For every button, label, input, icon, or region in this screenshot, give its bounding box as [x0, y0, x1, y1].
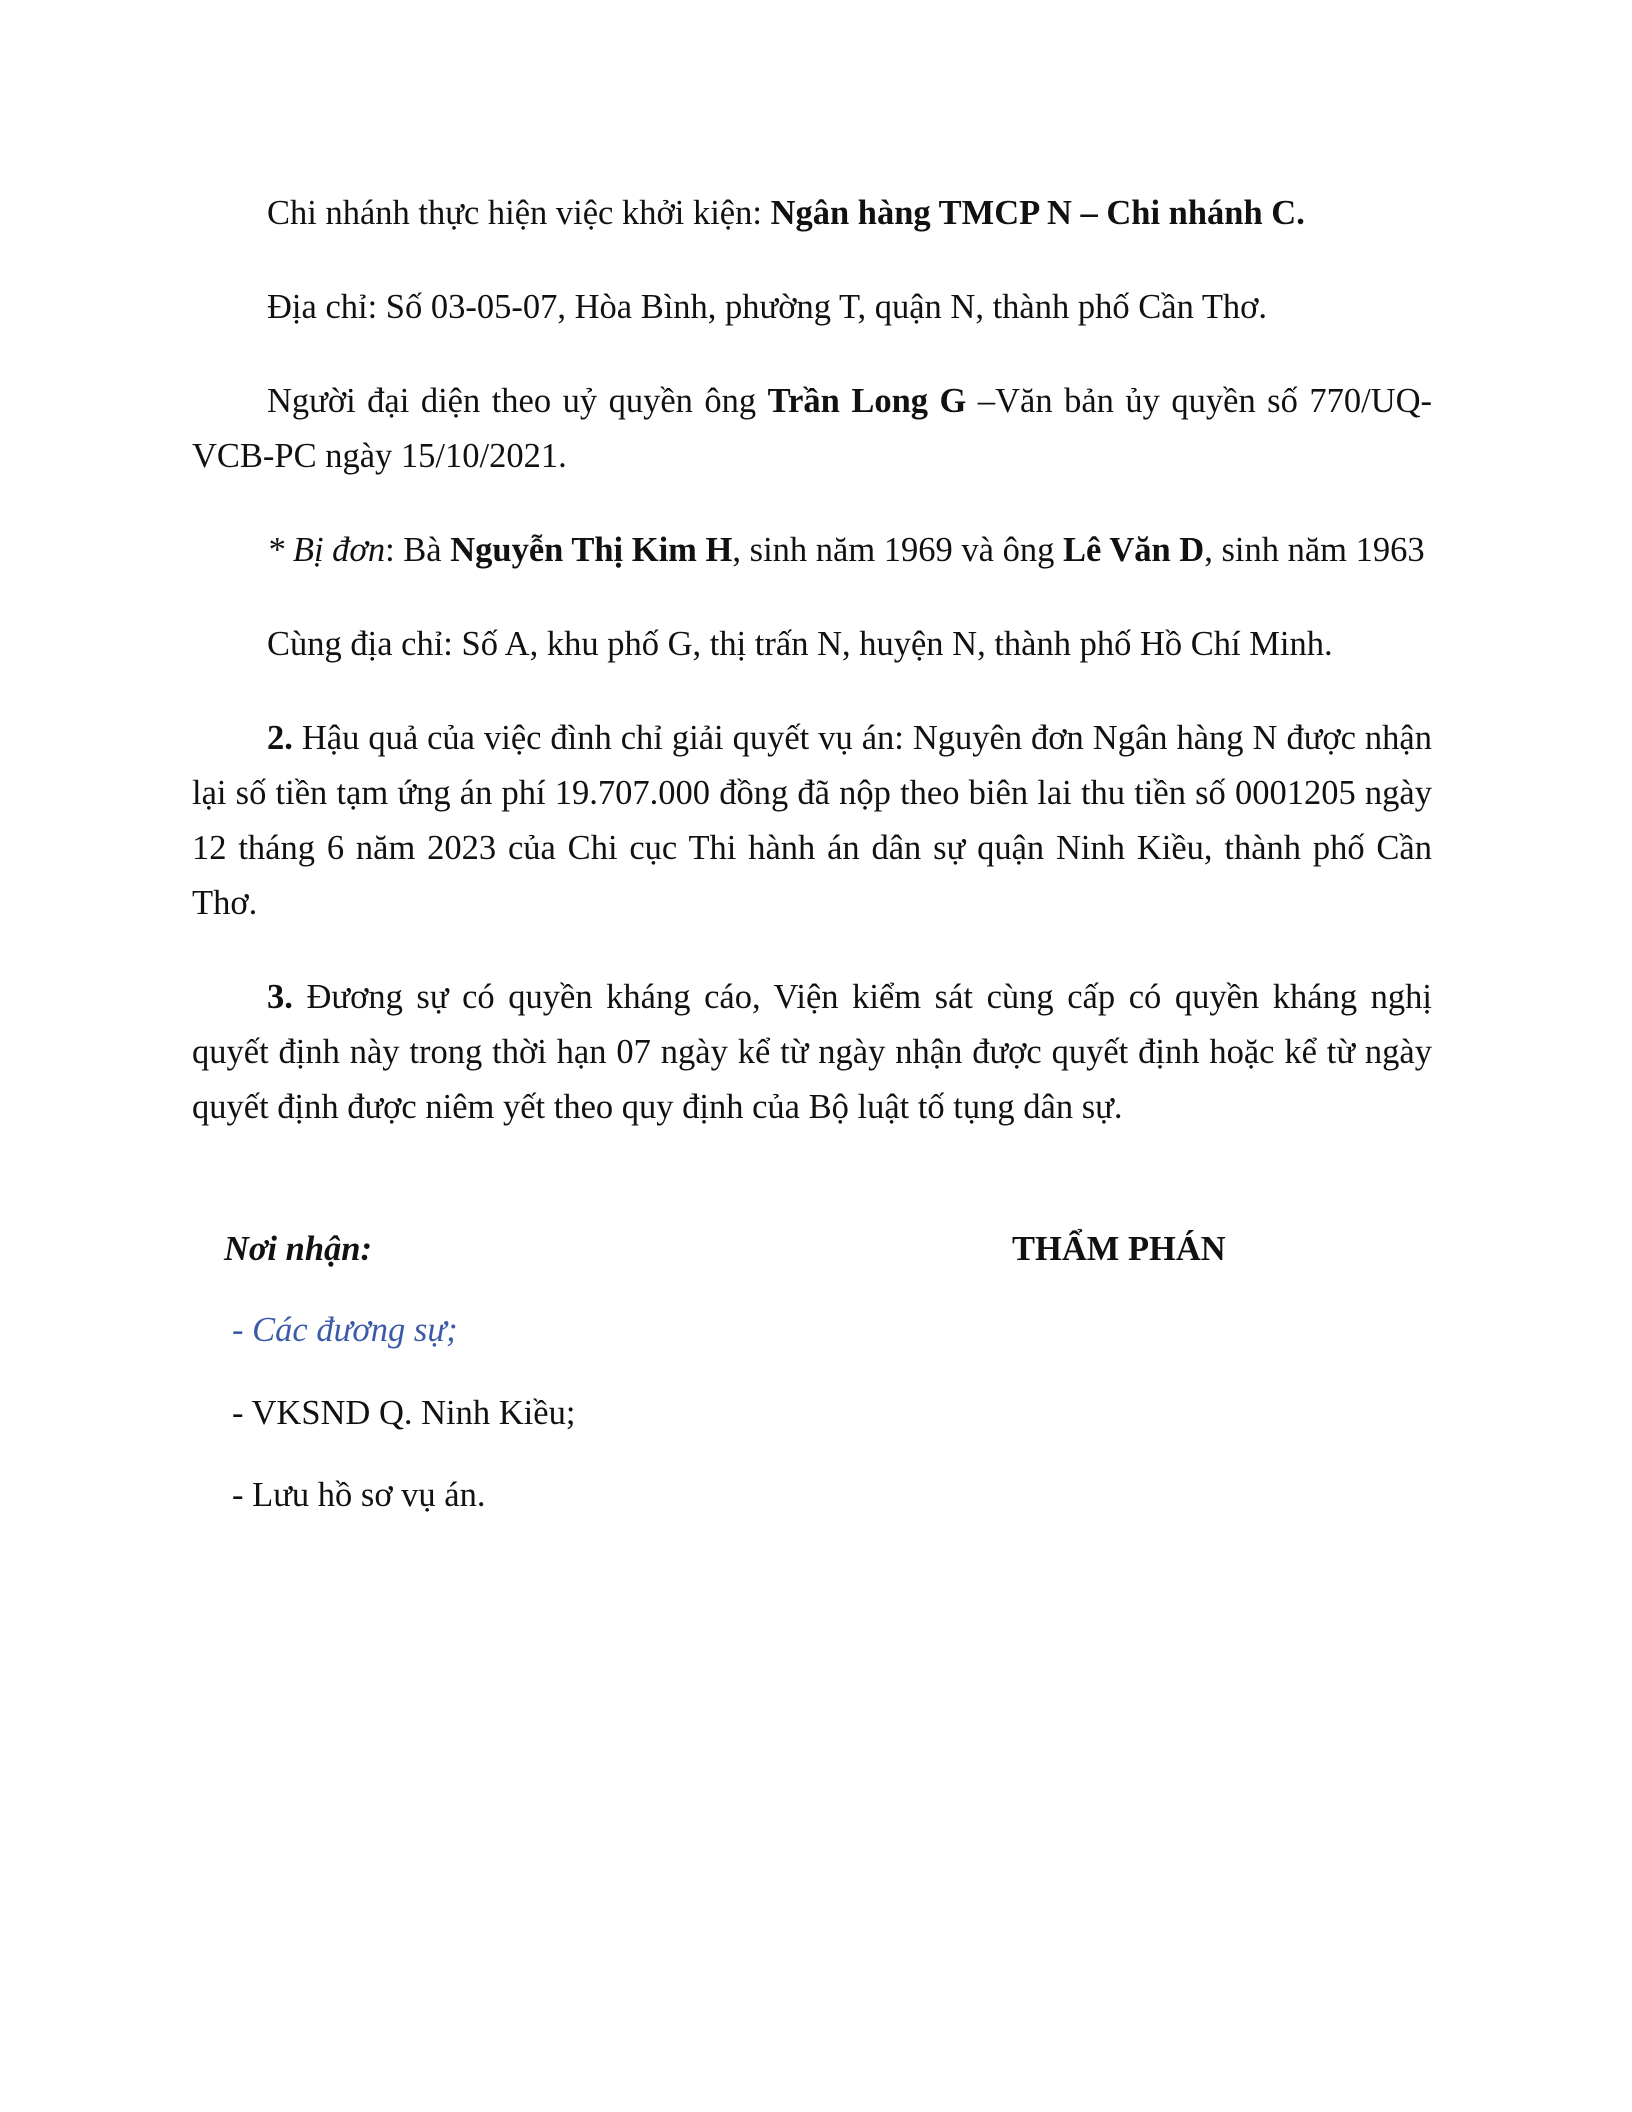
item-3-number: 3. [267, 978, 293, 1016]
signer-title: THẨM PHÁN [1012, 1230, 1226, 1268]
defendant-mid: , sinh năm 1969 và ông [732, 531, 1063, 569]
common-address-paragraph: Cùng địa chỉ: Số A, khu phố G, thị trấn N, huyện N, thành phố Hồ Chí Minh. [267, 625, 1333, 663]
item-2-paragraph [192, 711, 1432, 931]
item-2-text: Hậu quả của việc đình chỉ giải quyết vụ án: Nguyên đơn Ngân hàng N được nhận lại số tiền tạm ứng án phí 19.707.000 đồng đã nộp theo biên lai thu tiền số 0001205 ngày 12 tháng 6 năm 2023 của Chi cục Thi hành án dân sự quận Ninh Kiều, thành phố Cần Thơ. [192, 719, 1432, 922]
defendant-colon: : Bà [385, 531, 451, 569]
recipients-title: Nơi nhận: [224, 1230, 372, 1268]
defendant-paragraph [192, 523, 1432, 578]
branch-paragraph [192, 186, 1432, 241]
representative-suffix: –Văn bản ủy quyền số 770/UQ-VCB-PC ngày 15/10/2021. [192, 382, 1433, 475]
recipient-item: - Lưu hồ sơ vụ án. [232, 1476, 486, 1514]
recipient-item: - Các đương sự; [232, 1311, 458, 1349]
defendant-label: * Bị đơn [267, 531, 386, 569]
defendant-name-1: Nguyễn Thị Kim H [450, 531, 733, 569]
item-3-text: Đương sự có quyền kháng cáo, Viện kiểm sát cùng cấp có quyền kháng nghị quyết định này trong thời hạn 07 ngày kể từ ngày nhận được quyết định hoặc kể từ ngày quyết định được niêm yết theo quy định của Bộ luật tố tụng dân sự. [192, 978, 1432, 1126]
item-3-paragraph [192, 970, 1432, 1135]
document-body [192, 186, 1432, 1135]
representative-paragraph [192, 374, 1432, 484]
defendant-suffix: , sinh năm 1963 [1204, 531, 1425, 569]
branch-name: Ngân hàng TMCP N – Chi nhánh C. [770, 194, 1305, 232]
branch-address-paragraph: Địa chỉ: Số 03-05-07, Hòa Bình, phường T, quận N, thành phố Cần Thơ. [267, 288, 1268, 326]
branch-label: Chi nhánh thực hiện việc khởi kiện: [267, 194, 771, 232]
defendant-name-2: Lê Văn D [1063, 531, 1205, 569]
representative-name: Trần Long G [767, 382, 967, 420]
recipient-item: - VKSND Q. Ninh Kiều; [232, 1394, 576, 1432]
item-2-number: 2. [267, 719, 293, 757]
representative-prefix: Người đại diện theo uỷ quyền ông [267, 382, 768, 420]
